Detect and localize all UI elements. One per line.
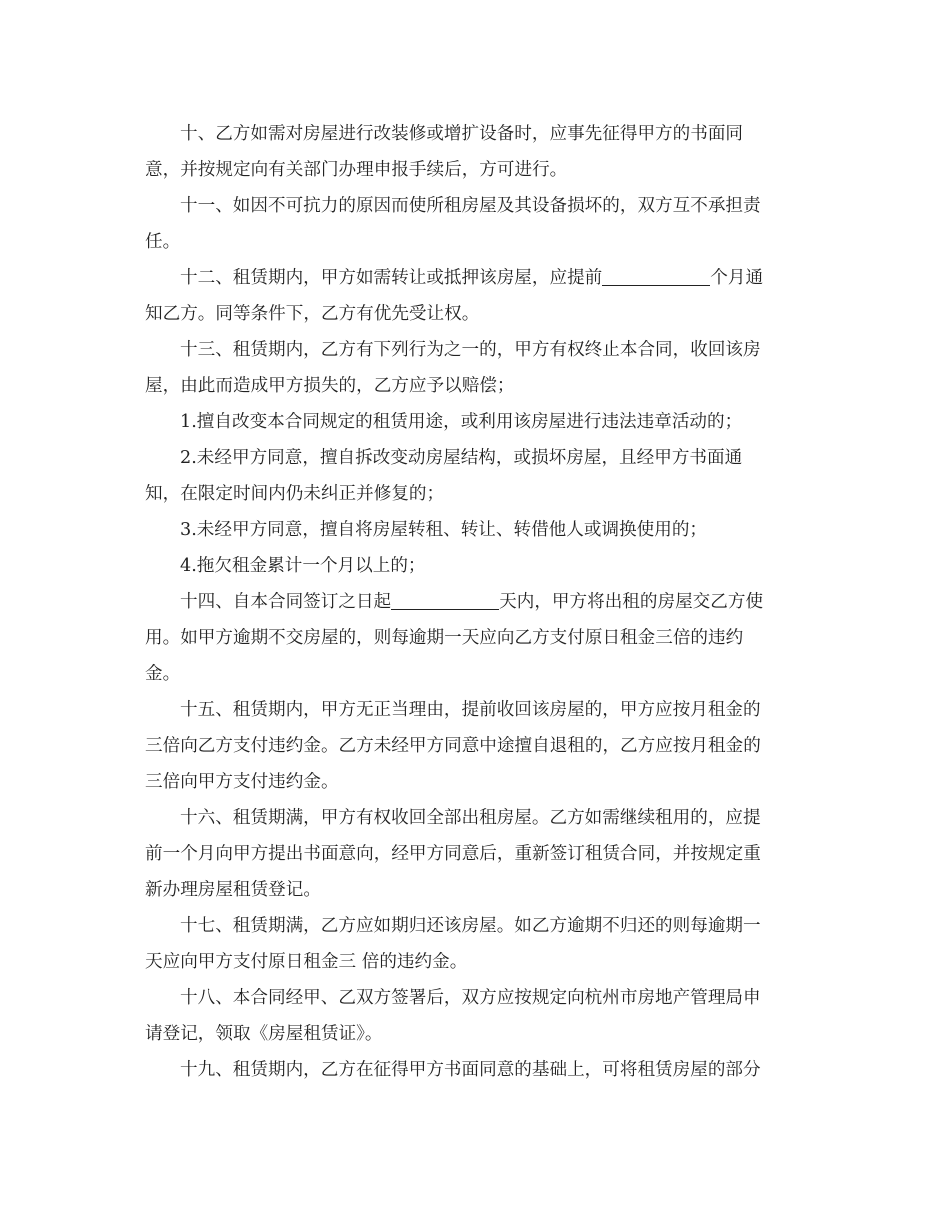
clause-15-line-2: 三倍向乙方支付违约金。乙方未经甲方同意中途擅自退租的，乙方应按月租金的 <box>145 736 761 756</box>
clause-17-line-2: 天应向甲方支付原日租金三 倍的违约金。 <box>145 952 468 972</box>
clause-16 <box>145 800 800 908</box>
clause-14-line-1 <box>145 584 800 620</box>
clause-13-item-2 <box>145 440 800 512</box>
clause-10 <box>145 116 800 188</box>
clause-16-line-3: 新办理房屋租赁登记。 <box>145 880 321 900</box>
clause-16-line-1: 十六、租赁期满，甲方有权收回全部出租房屋。乙方如需继续租用的，应提 <box>180 808 761 828</box>
clause-11-line-1: 十一、如因不可抗力的原因而使所租房屋及其设备损坏的，双方互不承担责 <box>180 196 761 216</box>
clause-18 <box>145 980 800 1052</box>
clause-13-line-1: 十三、租赁期内，乙方有下列行为之一的，甲方有权终止本合同，收回该房 <box>180 340 761 360</box>
clause-12 <box>145 260 800 332</box>
clause-12-text-b: 个月通 <box>710 268 764 288</box>
clause-15-line-1: 十五、租赁期内，甲方无正当理由，提前收回该房屋的，甲方应按月租金的 <box>180 700 761 720</box>
clause-13-item-2-line-1: 2.未经甲方同意，擅自拆改变动房屋结构，或损坏房屋，且经甲方书面通 <box>180 448 743 468</box>
clause-14-text-b: 天内，甲方将出租的房屋交乙方使 <box>499 592 764 612</box>
clause-13-item-4-line-1: 4.拖欠租金累计一个月以上的； <box>180 556 426 576</box>
fill-in-blank-months[interactable] <box>602 263 710 286</box>
clause-17 <box>145 908 800 980</box>
clause-13-item-4 <box>145 548 800 584</box>
clause-11-line-2: 任。 <box>145 232 181 252</box>
clause-14-line-3: 金。 <box>145 664 181 684</box>
clause-19 <box>145 1052 800 1088</box>
clause-12-text-a: 十二、租赁期内，甲方如需转让或抵押该房屋，应提前 <box>180 268 603 288</box>
clause-14-text-a: 十四、自本合同签订之日起 <box>180 592 392 612</box>
fill-in-blank-days[interactable] <box>391 587 499 610</box>
clause-10-line-1: 十、乙方如需对房屋进行改装修或增扩设备时，应事先征得甲方的书面同 <box>180 124 744 144</box>
clause-14 <box>145 584 800 692</box>
clause-18-line-1: 十八、本合同经甲、乙双方签署后，双方应按规定向杭州市房地产管理局申 <box>180 988 761 1008</box>
clause-13-line-2: 屋，由此而造成甲方损失的，乙方应予以赔偿； <box>145 376 515 396</box>
clause-16-line-2: 前一个月向甲方提出书面意向，经甲方同意后，重新签订租赁合同，并按规定重 <box>145 844 761 864</box>
clause-13 <box>145 332 800 404</box>
clause-14-line-2: 用。如甲方逾期不交房屋的，则每逾期一天应向乙方支付原日租金三倍的违约 <box>145 628 744 648</box>
clause-15-line-3: 三倍向甲方支付违约金。 <box>145 772 339 792</box>
clause-13-item-3 <box>145 512 800 548</box>
clause-11 <box>145 188 800 260</box>
clause-15 <box>145 692 800 800</box>
clause-19-line-1: 十九、租赁期内，乙方在征得甲方书面同意的基础上，可将租赁房屋的部分 <box>180 1060 761 1080</box>
clause-10-line-2: 意，并按规定向有关部门办理申报手续后，方可进行。 <box>145 160 568 180</box>
clause-13-item-3-line-1: 3.未经甲方同意，擅自将房屋转租、转让、转借他人或调换使用的； <box>180 520 708 540</box>
clause-12-line-2: 知乙方。同等条件下，乙方有优先受让权。 <box>145 304 480 324</box>
clause-18-line-2: 请登记，领取《房屋租赁证》。 <box>145 1024 383 1044</box>
clause-12-line-1 <box>145 260 800 296</box>
clause-13-item-1-line-1: 1.擅自改变本合同规定的租赁用途，或利用该房屋进行违法违章活动的； <box>180 412 743 432</box>
clause-13-item-2-line-2: 知，在限定时间内仍未纠正并修复的； <box>145 484 445 504</box>
clause-17-line-1: 十七、租赁期满，乙方应如期归还该房屋。如乙方逾期不归还的则每逾期一 <box>180 916 761 936</box>
clause-13-item-1 <box>145 404 800 440</box>
